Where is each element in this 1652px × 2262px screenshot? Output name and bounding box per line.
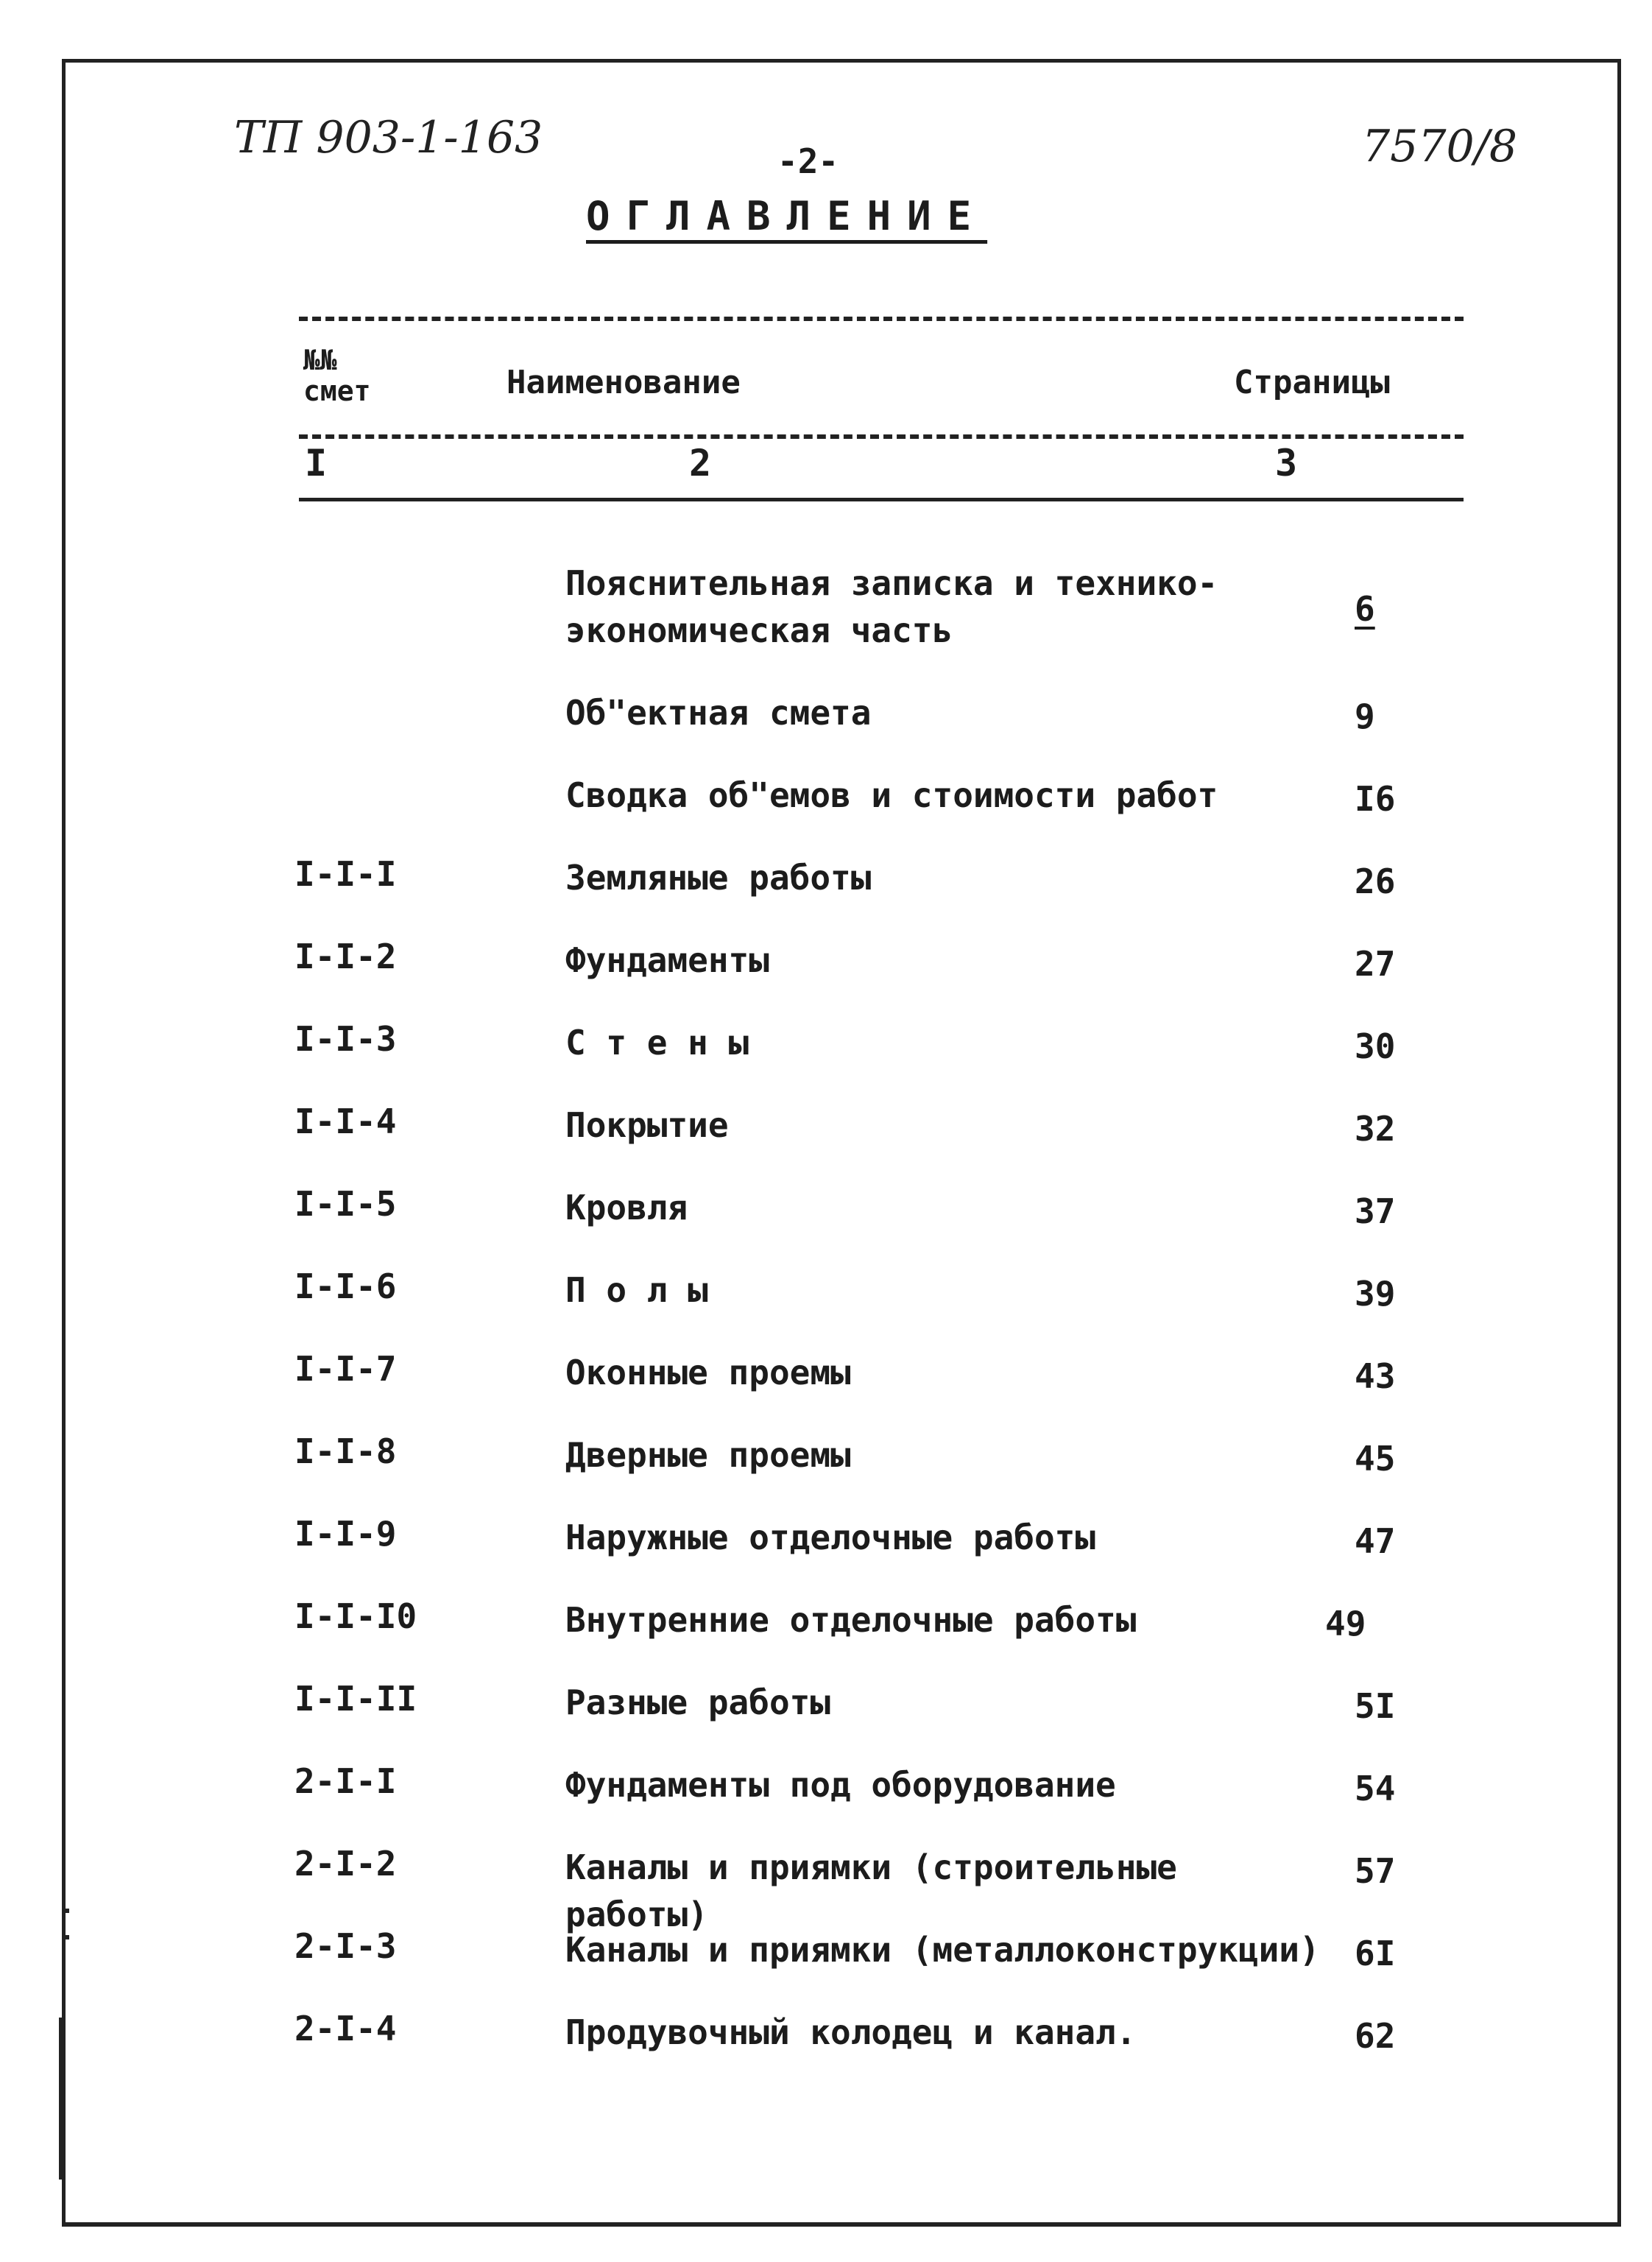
toc-title: Разные работы (565, 1683, 831, 1722)
toc-page: 27 (1355, 944, 1396, 984)
toc-page: I6 (1355, 779, 1396, 819)
toc-row (0, 1844, 1652, 1934)
header-bottom-rule (299, 498, 1464, 501)
toc-title: Дверные проемы (565, 1435, 851, 1475)
toc-row (0, 560, 1652, 689)
toc-page: 6 (1355, 589, 1375, 629)
toc-title: Продувочный колодец и канал. (565, 2012, 1137, 2052)
toc-code: I-I-8 (294, 1431, 397, 1471)
toc-code: I-I-II (294, 1679, 417, 1719)
toc-code: I-I-4 (294, 1102, 397, 1141)
toc-code: I-I-I0 (294, 1596, 417, 1636)
toc-row (0, 1019, 1652, 1102)
column-number-2: 2 (689, 442, 712, 485)
toc-row (0, 1679, 1652, 1761)
toc-page: 54 (1355, 1769, 1396, 1808)
page-number: -2- (777, 141, 839, 181)
toc-page: 49 (1325, 1604, 1366, 1643)
toc-code: I-I-7 (294, 1349, 397, 1389)
toc-row (0, 689, 1652, 772)
toc-title: Наружные отделочные работы (565, 1518, 1096, 1557)
toc-page: 43 (1355, 1356, 1396, 1396)
toc-row (0, 1266, 1652, 1349)
toc-title: Об"ектная смета (565, 693, 872, 733)
page-title: ОГЛАВЛЕНИЕ (586, 193, 988, 239)
toc-title: П о л ы (565, 1270, 708, 1310)
toc-page: 45 (1355, 1439, 1396, 1479)
toc-title: Каналы и приямки (строительные работы) (565, 1847, 1177, 1934)
toc-code: 2-I-2 (294, 1844, 397, 1884)
toc-row (0, 1761, 1652, 1844)
toc-page: 57 (1355, 1851, 1396, 1891)
toc-page: 6I (1355, 1934, 1396, 1973)
table-of-contents (0, 560, 1652, 2091)
toc-row (0, 772, 1652, 854)
toc-row (0, 1184, 1652, 1266)
toc-row (0, 1431, 1652, 1514)
document-code: ТП 903-1-163 (234, 112, 543, 163)
toc-code: I-I-2 (294, 937, 397, 976)
toc-title: Внутренние отделочные работы (565, 1600, 1137, 1640)
toc-code: I-I-9 (294, 1514, 397, 1554)
toc-title: Сводка об"емов и стоимости работ (565, 775, 1218, 815)
column-header-pages: Страницы (1234, 364, 1390, 401)
table-top-rule (299, 317, 1464, 321)
toc-row (0, 1349, 1652, 1431)
toc-code: 2-I-3 (294, 1926, 397, 1966)
toc-row (0, 1514, 1652, 1596)
toc-title: Пояснительная записка и технико-экономическая часть (565, 563, 1218, 650)
toc-row (0, 1596, 1652, 1679)
toc-page: 62 (1355, 2016, 1396, 2056)
toc-code: I-I-3 (294, 1019, 397, 1059)
toc-title: Кровля (565, 1188, 688, 1227)
column-number-3: 3 (1275, 442, 1298, 485)
header-divider-rule (299, 434, 1464, 439)
toc-code: I-I-5 (294, 1184, 397, 1224)
toc-page: 47 (1355, 1521, 1396, 1561)
toc-page: 9 (1355, 697, 1375, 736)
toc-code: I-I-I (294, 854, 397, 894)
toc-page: 37 (1355, 1191, 1396, 1231)
toc-page: 5I (1355, 1686, 1396, 1726)
toc-page: 32 (1355, 1109, 1396, 1149)
toc-title: Каналы и приямки (металлоконструкции) (565, 1930, 1320, 1970)
toc-code: I-I-6 (294, 1266, 397, 1306)
toc-title: Фундаменты (565, 940, 769, 980)
toc-row (0, 1102, 1652, 1184)
toc-title: С т е н ы (565, 1023, 749, 1063)
column-header-name: Наименование (506, 364, 741, 401)
column-number-1: I (305, 442, 328, 485)
toc-title: Фундаменты под оборудование (565, 1765, 1116, 1805)
toc-page: 30 (1355, 1026, 1396, 1066)
column-header-estimate-number: №№ смет (303, 344, 371, 407)
toc-code: 2-I-I (294, 1761, 397, 1801)
toc-row (0, 937, 1652, 1019)
toc-row (0, 1926, 1652, 2009)
toc-page: 39 (1355, 1274, 1396, 1314)
toc-page: 26 (1355, 862, 1396, 901)
toc-title: Оконные проемы (565, 1353, 851, 1392)
toc-code: 2-I-4 (294, 2009, 397, 2048)
toc-row (0, 2009, 1652, 2091)
toc-title: Покрытие (565, 1105, 729, 1145)
toc-row (0, 854, 1652, 937)
toc-title: Земляные работы (565, 858, 872, 898)
document-number: 7570/8 (1362, 121, 1518, 172)
